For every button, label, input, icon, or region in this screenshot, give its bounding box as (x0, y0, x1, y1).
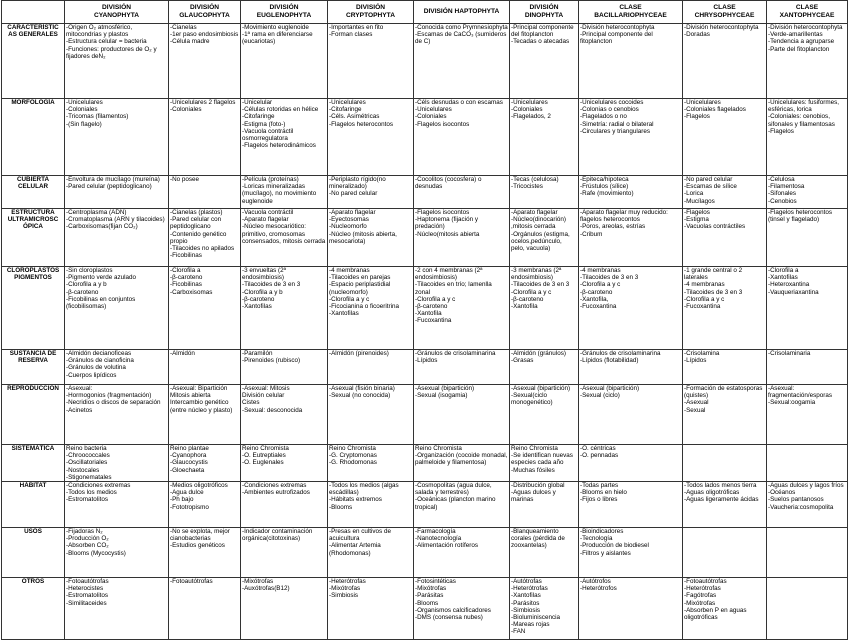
table-cell: -Todos los medios (algas escádillas) -Hábitats extremos -Blooms (328, 482, 414, 528)
row-header: USOS (2, 528, 65, 578)
table-cell: -Todas partes -Blooms en hielo -Fijos o libres (579, 482, 683, 528)
table-cell: -Flagelos -Estigma -Vacuolas contráctiles (683, 209, 767, 267)
table-cell: -Cianelas (plastos) -Pared celular con peptidoglicano -Contenido genético propio -Tilacoides no apilados -Ficobilinas (169, 209, 241, 267)
table-cell: -Asexual (fisión binaria) -Sexual (no conocida) (328, 385, 414, 445)
table-cell: Reino Chromista -G. Cryptomonas -G. Rhodomonas (328, 445, 414, 482)
table-cell: -Almidón (gránulos) -Grasas (510, 350, 579, 385)
table-cell: -Aparato flagelar -Eyectosomas -Nucleomorfo -Núcleo (mitosis abierta, mesocariota) (328, 209, 414, 267)
table-cell: -Unicelulares: fusiformes, esféricas, lorica -Coloniales: cenobios, sifonales y filamentosas -Flagelos (767, 99, 848, 176)
table-cell: -Cianelas -1er paso endosimbiosis -Célula madre (169, 24, 241, 99)
row-header: SISTEMÁTICA (2, 445, 65, 482)
row-header: OTROS (2, 578, 65, 640)
column-header: DIVISIÓN CYANOPHYTA (65, 1, 169, 24)
table-cell: -Clorofila a -β-caroteno -Ficobilinas -Carboxisomas (169, 267, 241, 350)
table-cell: -Fotoautótrofas -Heterótrofas -Fagótrofas -Mixótrofas -Absorben P en aguas oligotróficas (683, 578, 767, 640)
table-cell: -Heterótrofas -Mixótrofas -Simbiosis (328, 578, 414, 640)
table-cell: -4 membranas -Tilacoides en parejas -Espacio periplastidial (nucleomorfo) -Clorofila a y c -Ficocianina o ficoeritrina -Xantofilas (328, 267, 414, 350)
table-cell: -Celulosa -Filamentosa -Sifonales -Cenobios (767, 176, 848, 209)
table-cell: -Crisolaminaria (767, 350, 848, 385)
table-cell: -Sin cloroplastos -Pigmento verde azulado -Clorofila a y b -β-caroteno -Ficobilinas en conjuntos (ficobilisomas) (65, 267, 169, 350)
table-row (2, 209, 848, 267)
table-cell: -Gránulos de crisolaminarina -Lípidos (flotabilidad) (579, 350, 683, 385)
row-header: CARACTERÍSTIC AS GENERALES (2, 24, 65, 99)
column-header: CLASE XANTOPHYCEAE (767, 1, 848, 24)
table-row (2, 176, 848, 209)
row-header: SUSTANCIA DE RESERVA (2, 350, 65, 385)
table-cell: -Tecas (celulosa) -Tricocistes (510, 176, 579, 209)
table-cell: -Clorofila a -Xantofilas -Heteroxantina -Vauqueriaxantina (767, 267, 848, 350)
table-cell: -Importantes en fito -Forman clases (328, 24, 414, 99)
table-row (2, 445, 848, 482)
table-cell: -Movimiento euglenoide -1ª rama en diferenciarse (eucariotas) (241, 24, 328, 99)
table-row (2, 350, 848, 385)
table-cell: -Mixótrofas -Auxótrofas(B12) (241, 578, 328, 640)
table-cell: -Asexual: Bipartición Mitosis abierta Intercambio genético (entre núcleo y plasto) (169, 385, 241, 445)
table-cell: -Flagelos isocontos -Haptonema (fijación y predación) -Núcleo(mitosis abierta (414, 209, 510, 267)
table-cell: -Asexual (bipartición) -Sexual(ciclo monogenético) (510, 385, 579, 445)
table-cell: -Origen O₂ atmosférico, mitocondrias y plastos -Estructura celular = bacteria -Funciones: productores de O₂ y fijadores deN₂ (65, 24, 169, 99)
table-cell: -Unicelulares -Coloniales -Tricomas (filamentos) -(Sin flagelo) (65, 99, 169, 176)
table-body (2, 24, 848, 640)
table-cell: -Paramilón -Pirenoides (rubisco) (241, 350, 328, 385)
table-cell: Reino plantae -Cyanophora -Glaucocystis -Gloechaeta (169, 445, 241, 482)
table-cell: -O. céntricas -O. pennadas (579, 445, 683, 482)
table-cell: -Almidón (pirenoides) (328, 350, 414, 385)
table-cell (767, 445, 848, 482)
table-cell: -Fotoautótrofas (169, 578, 241, 640)
row-header: ESTRUCTURA ULTRAMICROSC ÓPICA (2, 209, 65, 267)
table-cell: -Película (proteínas) -Loricas mineralizadas (mucílago), no movimiento euglenoide (241, 176, 328, 209)
row-header: HÁBITAT (2, 482, 65, 528)
table-cell: -Aparato flagelar muy reducido: flagelos heterocontos -Poros, areolas, estrías -Cribum (579, 209, 683, 267)
table-cell: -Farmacología -Nanotecnología -Alimentación rotíferos (414, 528, 510, 578)
table-cell: -División heterocontophyta -Principal componente del fitoplancton (579, 24, 683, 99)
row-header: REPRODUCCIÓN (2, 385, 65, 445)
table-row (2, 528, 848, 578)
table-cell: -Crisolamina -Lípidos (683, 350, 767, 385)
table-cell: -Autótrofas -Heterótrofas -Xantofilas -Parásitos -Simbiosis -Bioluminiscencia -Mareas rojas -FAN (510, 578, 579, 640)
table-cell: -Centroplasma (ADN) -Cromatoplasma (ARN y tilacoides) -Carboxisomas(fijan CO₂) (65, 209, 169, 267)
table-cell: -No se explota, mejor cianobacterias -Estudios genéticos (169, 528, 241, 578)
table-cell: -No pared celular -Escamas de sílice -Lorica -Mucílagos (683, 176, 767, 209)
table-cell: -Principal componente del fitoplancton -Tecadas o atecadas (510, 24, 579, 99)
table-cell: -Indicador contaminación orgánica(citotoxinas) (241, 528, 328, 578)
row-header: MORFOLOGÍA (2, 99, 65, 176)
table-cell: -Epiteca/hipoteca -Frústulos (sílice) -Rafe (movimiento) (579, 176, 683, 209)
table-cell: -División heterocontophyta -Doradas (683, 24, 767, 99)
table-row (2, 99, 848, 176)
column-header: DIVISIÓN DINOPHYTA (510, 1, 579, 24)
table-cell: -Flagelos heterocontos (tinsel y flagelado) (767, 209, 848, 267)
table-cell: -Asexual: -Hormogonios (fragmentación) -Necridios o discos de separación -Acinetos (65, 385, 169, 445)
table-cell: -Unicelulares -Coloniales flagelados -Flagelos (683, 99, 767, 176)
table-cell: -Cosmopolitas (agua dulce, salada y terrestres) -Oceánicas (plancton marino tropical) (414, 482, 510, 528)
table-cell: Reino Chromista -Se identifican nuevas especies cada año -Muchas fósiles (510, 445, 579, 482)
table-cell: -Asexual: fragmentación/esporas -Sexual:oogamia (767, 385, 848, 445)
table-cell: -Unicelulares 2 flagelos -Coloniales (169, 99, 241, 176)
table-cell: -Aparato flagelar -Núcleo(dinocarión) ,mitosis cerrada -Orgánulos (estigma, ocelos,pedúnculo, pelo, vacuola) (510, 209, 579, 267)
column-header: DIVISIÓN CRYPTOPHYTA (328, 1, 414, 24)
table-cell: -Medios oligotróficos -Agua dulce -Ph bajo -Fototropismo (169, 482, 241, 528)
table-cell: -Fotosintéticas -Mixótrofas -Parásitas -Blooms -Organismos calcificadores -DMS (consensa nubes) (414, 578, 510, 640)
column-header: CLASE CHRYSOPHYCEAE (683, 1, 767, 24)
table-cell: -Céls desnudas o con escamas -Unicelulares -Coloniales -Flagelos isocontos (414, 99, 510, 176)
table-cell: -2 con 4 membranas (2ª endosimbiosis) -Tilacoides en trío; lamenlla zonal -Clorofila a y c -β-caroteno -Xantofila -Fucoxantina (414, 267, 510, 350)
table-row (2, 267, 848, 350)
column-header: DIVISIÓN HAPTOPHYTA (414, 1, 510, 24)
table-cell: -3 envueltas (2ª endosimbiosis) -Tilacoides de 3 en 3 -Clorofila a y b -β-caroteno -Xantofilas (241, 267, 328, 350)
table-cell: -Fijadoras N₂ -Producción O₂ -Absorben CO₂ -Blooms (Mycocystis) (65, 528, 169, 578)
column-header: DIVISIÓN EUGLENOPHYTA (241, 1, 328, 24)
column-header: DIVISIÓN GLAUCOPHYTA (169, 1, 241, 24)
table-cell: Reino Chromista -Organización (cocoide monadal, palmeloide y filamentosa) (414, 445, 510, 482)
table-cell: -No posee (169, 176, 241, 209)
table-cell: -3 membranas (2ª endosimbiosis) -Tilacoides de 3 en 3 -Clorofila a y c -β-caroteno -Xantofila (510, 267, 579, 350)
table-cell: -Cocolitos (cocosfera) o desnudas (414, 176, 510, 209)
table-cell: -Asexual: Mitosis División celular Cistes -Sexual: desconocida (241, 385, 328, 445)
header-corner-cell (2, 1, 65, 24)
table-cell: -Envoltura de mucílago (mureína) -Pared celular (peptidoglicano) (65, 176, 169, 209)
table-cell: -Presas en cultivos de acuicultura -Alimentar Artemia (Rhodomonas) (328, 528, 414, 578)
table-cell: -Conocida como Prymnesiophyta -Escamas de CaCO₃ (sumideros de C) (414, 24, 510, 99)
table-row (2, 482, 848, 528)
table-row (2, 24, 848, 99)
header-row (2, 1, 848, 24)
table-cell: -Vacuola contráctil -Aparato flagelar -Núcleo mesocariótico: primitivo, cromosomas consensados, mitosis cerrada (241, 209, 328, 267)
table-cell: -Distribución global -Aguas dulces y marinas (510, 482, 579, 528)
table-cell: -Condiciones extremas -Ambientes eutrofizados (241, 482, 328, 528)
table-cell: -Formación de estatosporas (quistes) -Asexual -Sexual (683, 385, 767, 445)
table-cell: -Todos lados menos tierra -Aguas oligotróficas -Aguas ligeramente ácidas (683, 482, 767, 528)
table-cell: -División heterocontophyta -Verde-amarillentas -Tendencia a agruparse -Parte del fitoplancton (767, 24, 848, 99)
table-cell (767, 528, 848, 578)
table-cell: -Blanqueamiento corales (pérdida de zooxantelas) (510, 528, 579, 578)
table-cell: -Bioindicadores -Tecnología -Producción de biodiesel -Filtros y aislantes (579, 528, 683, 578)
table-cell: -Unicelular -Células rotoridas en hélice -Citofaringe -Estigma (foto-) -Vacuola contráctil osmorregulatora -Flagelos heterodinámicos (241, 99, 328, 176)
table-cell: -Almidón decianoficeas -Gránulos de cianoficina -Gránulos de volutina -Cuerpos lipídicos (65, 350, 169, 385)
table-cell (767, 578, 848, 640)
table-row (2, 385, 848, 445)
column-header: CLASE BACILLARIOPHYCEAE (579, 1, 683, 24)
table-cell: Reino Chromista -O. Eutreptiales -O. Euglenales (241, 445, 328, 482)
table-cell: -Autótrofos -Heterótrofos (579, 578, 683, 640)
table-cell: -Asexual (bipartición) -Sexual (isogamia) (414, 385, 510, 445)
row-header: CUBIERTA CELULAR (2, 176, 65, 209)
row-header: CLOROPLASTOS PIGMENTOS (2, 267, 65, 350)
table-cell: -Asexual (bipartición) -Sexual (ciclo) (579, 385, 683, 445)
algae-comparison-table (1, 0, 848, 640)
table-row (2, 578, 848, 640)
table-cell: -Gránulos de crisolaminarina -Lípidos (414, 350, 510, 385)
table-cell: -Condiciones extremas -Todos los medios -Estromatolitos (65, 482, 169, 528)
table-cell: -1 grande central o 2 laterales -4 membranas -Tilacoides de 3 en 3 -Clorofila a y c -Fucoxantina (683, 267, 767, 350)
table-cell: -Unicelulares cocoides -Colonias o cenobios -Flagelados o no -Simetría: radial o bilateral -Circulares y triangulares (579, 99, 683, 176)
table-cell: -Periplasto rígido(no mineralizado) -No pared celular (328, 176, 414, 209)
table-cell (683, 445, 767, 482)
table-cell: -Fotoautótrofas -Heterocistes -Estromatolitos -Similitaceides (65, 578, 169, 640)
table-cell: -Unicelulares -Coloniales -Flagelados, 2 (510, 99, 579, 176)
table-cell (683, 528, 767, 578)
table-cell: -4 membranas -Tilacoides de 3 en 3 -Clorofila a y c -β-caroteno -Xantofila, -Fucoxantina (579, 267, 683, 350)
table-cell: -Aguas dulces y lagos fríos -Océanos -Suelos pantanosos -Vaucheria:cosmopolita (767, 482, 848, 528)
table-cell: -Unicelulares -Citofaringe -Céls. Asimétricas -Flagelos heterocontos (328, 99, 414, 176)
table-cell: -Almidón (169, 350, 241, 385)
table-cell: Reino bacteria -Chroococcales -Oscillatoriales -Nostocales -Stigonematales (65, 445, 169, 482)
